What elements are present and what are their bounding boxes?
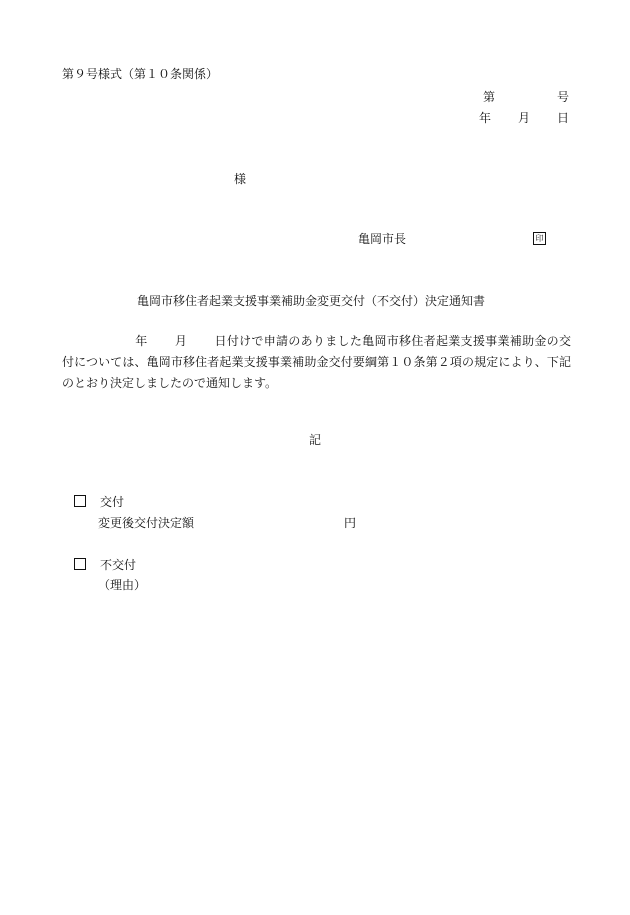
document-title: 亀岡市移住者起業支援事業補助金変更交付（不交付）決定通知書 [137, 294, 486, 308]
seal-mark-icon: 印 [533, 232, 546, 245]
date-line [479, 110, 569, 126]
grant-amount-line [98, 515, 356, 531]
body-text: 日付けで申請のありました亀岡市移住者起業支援事業補助金の交付については、亀岡市移住者起業支援事業補助金交付要綱第１０条第２項の規定により、下記のとおり決定しましたので通知します。 [62, 334, 571, 390]
no-grant-checkbox[interactable] [74, 558, 86, 570]
grant-checkbox[interactable] [74, 495, 86, 507]
ki-heading: 記 [309, 433, 322, 447]
issuer-name: 亀岡市長 [358, 232, 407, 246]
date-year: 年 [478, 111, 491, 125]
form-number: 第９号様式（第１０条関係） [62, 67, 219, 81]
body-year: 年 [135, 334, 148, 348]
no-grant-reason: （理由） [98, 578, 147, 592]
option-grant-label: 交付 [100, 495, 125, 509]
option-no-grant [74, 557, 136, 573]
addressee-honorific: 様 [234, 172, 247, 186]
grant-amount-unit: 円 [344, 516, 357, 530]
body-month: 月 [174, 334, 188, 348]
doc-number-prefix: 第 [482, 90, 495, 104]
grant-amount-label: 変更後交付決定額 [98, 516, 195, 530]
document-number-line [483, 89, 569, 105]
option-grant [74, 494, 124, 510]
doc-number-suffix: 号 [556, 90, 569, 104]
date-month: 月 [517, 111, 530, 125]
body-paragraph [62, 331, 571, 394]
date-day: 日 [556, 111, 569, 125]
option-no-grant-label: 不交付 [100, 558, 137, 572]
